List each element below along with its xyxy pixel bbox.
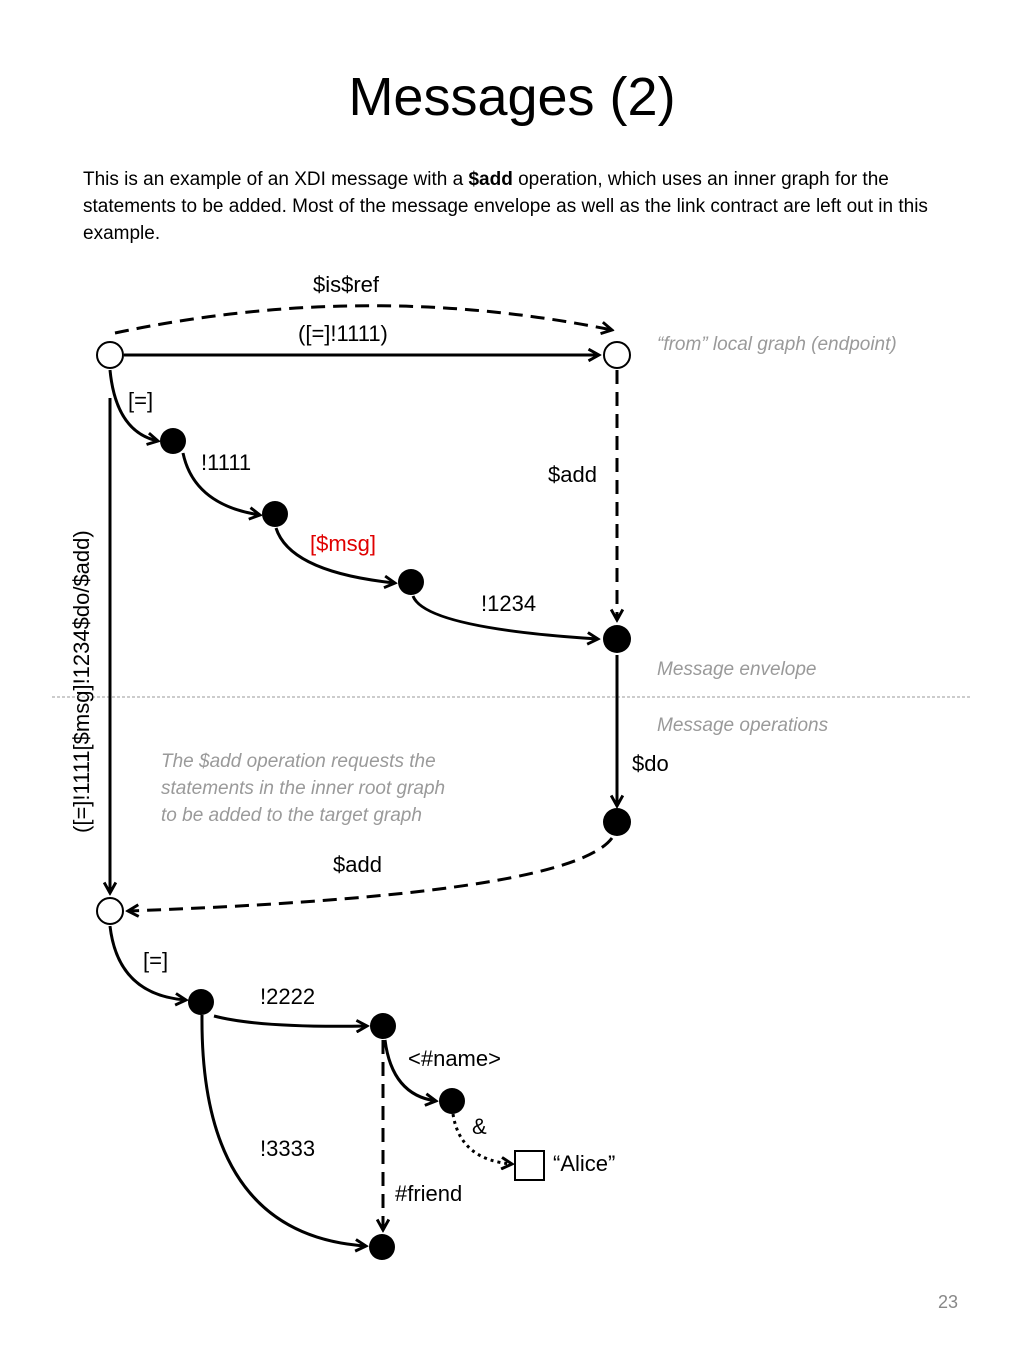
label-msg: [$msg]	[310, 531, 377, 556]
from-graph-node	[604, 342, 630, 368]
intro-text-start: This is an example of an XDI message with a	[83, 169, 469, 190]
label-1111: !1111	[201, 450, 252, 475]
node-2222	[370, 1013, 396, 1039]
slide-title: Messages (2)	[348, 67, 676, 127]
label-3333: !3333	[260, 1136, 316, 1161]
note-from-graph: “from” local graph (endpoint)	[657, 334, 897, 355]
label-add-right: $add	[548, 462, 597, 487]
node-1111	[262, 501, 288, 527]
inner-root-node	[97, 898, 123, 924]
note-add-op-line2: statements in the inner root graph	[161, 778, 446, 799]
literal-node	[515, 1151, 544, 1180]
page-number: 23	[937, 1292, 958, 1312]
label-do: $do	[632, 751, 669, 776]
label-1234: !1234	[481, 591, 537, 616]
root-node-top	[97, 342, 123, 368]
label-name: <#name>	[408, 1046, 501, 1071]
note-add-op-line1: The $add operation requests the	[161, 751, 436, 772]
label-from-arc: ([=]!1111)	[298, 321, 388, 346]
label-literal: “Alice”	[553, 1151, 616, 1176]
note-add-op-line3: to be added to the target graph	[161, 805, 422, 826]
node-eq-inner	[188, 989, 214, 1015]
node-eq	[160, 428, 186, 454]
label-is-ref: $is$ref	[313, 272, 380, 297]
intro-text-end: operation, which uses an inner graph for the statements to be added. Most of the message envelope as well as the link contract are left out in this example.	[83, 169, 928, 244]
label-friend: #friend	[395, 1181, 463, 1206]
node-name	[439, 1088, 465, 1114]
note-operations: Message operations	[657, 715, 829, 736]
label-2222: !2222	[260, 984, 316, 1009]
note-envelope: Message envelope	[657, 659, 817, 680]
node-msg	[398, 569, 424, 595]
label-long-vertical: ([=]!1111[$msg]!1234$do/$add)	[69, 530, 94, 833]
edge-3333	[202, 1015, 366, 1246]
edge-2222	[214, 1016, 367, 1026]
label-eq-bottom: [=]	[143, 948, 169, 973]
label-amp: &	[472, 1114, 487, 1139]
intro-bold-add: $add	[468, 169, 513, 190]
label-eq-top: [=]	[128, 388, 154, 413]
node-do	[603, 808, 631, 836]
label-add-bottom: $add	[333, 852, 382, 877]
node-3333	[369, 1234, 395, 1260]
node-1234	[603, 625, 631, 653]
